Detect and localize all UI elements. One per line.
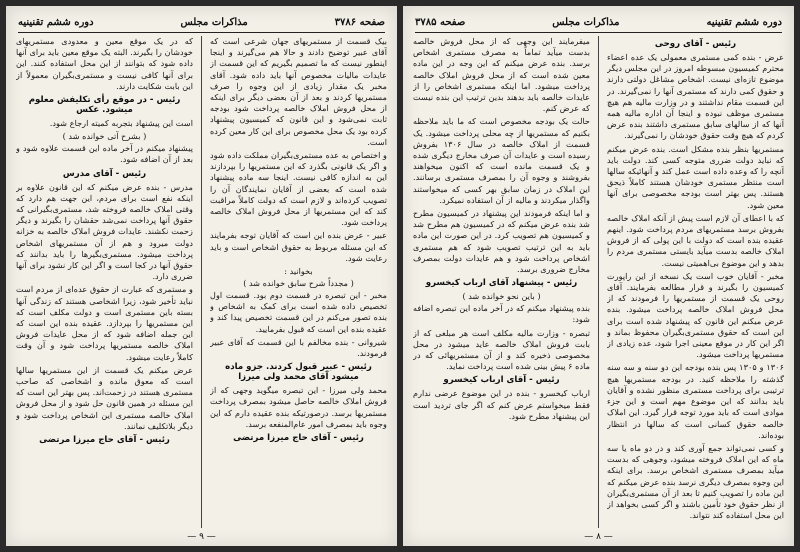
text-paragraph: و مستمری که عبارت از حقوق عده‌ای از مردم است نباید تأخیر شود، زیرا اشخاصی هستند که زندگی آنها بسته باین مستمری است و دولت مکلف است که این مستمریها را بپردازد. عقیده بنده این است که این جمله اضافه شود که از محل عایدات فروش املاک خالصه مستمریها پرداخت شود و آن وقت کاملاً رعایت میشود. (16, 284, 193, 362)
right-page-header (415, 14, 782, 33)
text-paragraph: که با اعطای آن لازم است پیش از آنکه املاک خالصه بفروش برسد مستمریهای مردم پرداخت شود. اینهم عقیده بنده است که دولت با این پولی که از فروش املاک خالصه بدست میآید بایستی مستمری مردم را بدهد و این موضوع بی‌اهمیتی نیست. (607, 212, 784, 268)
left-page-footer-number: — ۹ — (187, 532, 216, 542)
text-paragraph: حالت یک بودجه مخصوص است که ما باید ملاحظه بکنیم که مستمریها از چه محلی پرداخت میشود. یک قسمت از املاک خالصه در سال ۱۳۰۶ بفروش رسیده است و عایدات آن صرف مخارج دیگری شده و یک قسمت مانده است که اکنون میخواهند بفروشند و وجوه آن را بمصرف مستمری برسانند. این املاک در زمان سابق بهر کسی که میخواستند واگذار میکردند و مالیه از آن استفاده نمیکرد. (413, 116, 590, 205)
text-paragraph: شیروانی - بنده مخالفم با این قسمت که آقای عبیر فرمودند. (210, 336, 387, 359)
text-paragraph: و اما اینکه فرمودند این پیشنهاد در کمیسیون مطرح شد بنده عرض میکنم که در کمیسیون هم مطرح شد و کمیسیون هم تصویب کرد. در این صورت این ماده باید به این ترتیب تصویب شود که هم مستمری اشخاص پرداخت شود و هم عایدات دولت بمصرف مخارج ضروری برسد. (413, 208, 590, 275)
text-paragraph: بنده پیشنهاد میکنم که در آخر ماده این تبصره اضافه شود: (413, 303, 590, 325)
left-page-columns (16, 36, 387, 528)
speaker-line: رئیس - آقای حاج میرزا مرتضی (39, 435, 170, 446)
right-page (403, 6, 794, 546)
text-paragraph: مستمریها بنظر بنده مشکل است. بنده عرض میکنم که نباید دولت ضرری متوجه کسی کند. دولت باید آنچه را که وعده داده است عمل کند و آنهائیکه سالها است منتظر مستمری خودشان هستند کاملاً ذیحق هستند. پس بهتر است بودجه مخصوصی برای آنها معین شود. (607, 143, 784, 210)
right-page-session: دوره ششم تقنینیه (706, 16, 782, 28)
text-paragraph: بیک قسمت از مستمریهای جهان شرعی است که آقای عبیر توضیح دادند و حالا هم می‌گیرند و اینجا اینطور نیست که ما تصمیم بگیریم که این قسمت از عایدات مالیات مخصوص آنها باید داده شود. آقای مخبر یک مقدار زیادی از این وجوه را صرف مستمریها کردند و بعد از آن بعضی دیگر برای اینکه از محل فروش املاک خالصه پرداخت شود بودجه ثابت نمی‌شود و این قانون که کمیسیون پیشنهاد کرده بود یک محل مخصوص برای این کار معین کرده است. (210, 36, 387, 147)
speaker-line: رئیس - در موقع رأی تکلیفش معلوم میشود. عکس (28, 95, 181, 116)
column-rule (598, 36, 599, 528)
speaker-line: رئیس - آقای مدرس (62, 168, 147, 179)
text-paragraph: مدرس - بنده عرض میکنم که این قانون علاوه بر اینکه نفع است برای مردم، این جهت هم دارد که وقتی املاک خالصه فروخته شد، مستمری‌بگیرانی که حقوق آنها پرداخت نمی‌شد حقشان را بگیرند و دیگر زحمت نکشند. عایدات فروش املاک خالصه به خزانه دولت میرود و هم از آن مستمریهای اشخاص پرداخت میشود. مستمری‌بگیرها را باید بدانند که حقوق آنها در کجا است و اگر این کار نشود برای آنها ضرری دارد. (16, 181, 193, 282)
text-paragraph: محمد ولی میرزا - این تبصره میگوید وجهی که از فروش املاک خالصه حاصل میشود بمصرف پرداخت مستمریها برسد. درصورتیکه بنده عقیده دارم که این وجوه باید بمصرف امور عام‌المنفعه برسد. (210, 385, 387, 429)
speaker-line: رئیس - پیشنهاد آقای ارباب کیخسرو (425, 278, 578, 289)
left-page-header (18, 14, 385, 33)
right-page-columns (413, 36, 784, 528)
left-page-number: صفحه ۳۷۸۶ (334, 16, 385, 28)
text-paragraph: عبیر - عرض بنده این است که آقایان توجه بفرمایند که این مسئله مربوط به حقوق اشخاص است و باید رعایت شود. (210, 230, 387, 263)
speaker-line: رئیس - آقای روحی (654, 39, 737, 49)
right-page-footer-number: — ۸ — (584, 532, 613, 542)
stage-note: ( باین نحو خوانده شد ) (462, 291, 541, 302)
text-paragraph: عرض میکنم یک قسمت از این مستمریها سالها است که معوق مانده و اشخاصی که صاحب مستمری هستند در زحمت‌اند. پس بهتر این است که این مسئله در همین قانون حل شود و از محل فروش املاک خالصه مستمری این اشخاص پرداخت شود و دیگر بلاتکلیف نمانند. (16, 364, 193, 431)
stage-note: بخوانید : (284, 266, 313, 277)
right-page-number: صفحه ۳۷۸۵ (415, 16, 466, 28)
left-page-title: مذاکرات مجلس (180, 16, 248, 28)
text-paragraph: که در یک موقع معین و معدودی مستمریهای خودشان را بگیرند. البته یک موقع معین باید برای آنها داده شود که بتوانند از این محل استفاده کنند. این برای آنها کافی نیست و مستمری‌بگیران معمولاً از این بابت شکایت دارند. (16, 36, 193, 91)
text-paragraph: ارباب کیخسرو - بنده در این موضوع عرضی ندارم فقط میخواستم عرض کنم که اگر جای تردید است این پیشنهاد مطرح شود. (413, 388, 590, 421)
text-paragraph: مخبر - آقایان خوب است یک نسخه از این راپورت کمیسیون را بگیرند و قرار مطالعه بفرمایند. آقای روحی یک قسمت از مستمریها را فرمودند که از محل فروش املاک خالصه پرداخت میشود. بنده عرض میکنم این قانون که پیشنهاد شده است برای این است که حقوق مستمری‌بگیران محفوظ بماند و اگر این کار در موقع معینی اجرا شود، عده زیادی از مستمریها پرداخت میشود. (607, 270, 784, 360)
left-page-session: دوره ششم تقنینیه (18, 16, 94, 28)
text-paragraph: مخبر - این تبصره در قسمت دوم بود. قسمت اول تخصیص داده شده است برای کمک به اشخاص و بنده تصور می‌کنم در این قسمت تخصیص پیدا کند و عقیده بنده این است که قبول بفرمایید. (210, 290, 387, 334)
text-paragraph: پیشنهاد میکنم در آخر ماده این قسمت علاوه شود و بعد از آن اضافه شود. (16, 143, 193, 165)
stage-note: ( بشرح آتی خوانده شد ) (62, 131, 147, 142)
stage-note: ( مجدداً شرح سابق خوانده شد ) (243, 278, 354, 289)
right-page-col-right (607, 36, 784, 528)
text-paragraph: ۱۳۰۶ و ۱۳۰۵ پس بنده بودجه این دو سنه و سه سنه گذشته را ملاحظه کنید. در بودجه مستمریها هیچ ترتیبی برای پرداخت مستمری منظور نشده و آقایان باید بدانند که این موضوع مهم است و این جزء موادی است که باید مورد توجه قرار گیرد. این املاک خالصه حقوق کسانی است که سالها در انتظار بوده‌اند. (607, 362, 784, 440)
text-paragraph: تبصره - وزارت مالیه مکلف است هر مبلغی که از بابت فروش املاک خالصه عاید میشود در محل مخصوصی ذخیره کند و از آن مستمریهائی که در ماده ۶ پیش بینی شده است پرداخت نماید. (413, 327, 590, 372)
book-spread (6, 6, 794, 546)
speaker-line: رئیس - آقای ارباب کیخسرو (443, 375, 560, 386)
left-page (6, 6, 397, 546)
text-paragraph: عرض - بنده کمی مستمری معمولی یک عده اعضاء محترم کمیسیون مبسوطه امروز در این مجلس دیگر موضوع تازه‌ای نیست. اشخاص مشاغل دولتی دارند و حقوق کمی دارند که مستمری آنها را نمی‌گیرند. در این قسمت مقام نداشتند و در وزارت مالیه هم هیچ مستمری موظف نبوده و اینجا آن اداره مالیه همه آنها که از سالهای سابق مستمری داشتند بنده عرض کردم که هیچ وقت حقوق خودشان را نمی‌گیرند. (607, 52, 784, 141)
speaker-line: رئیس - عبیر قبول کردند. جزو ماده میشود آقای محمد ولی میرزا (225, 362, 372, 383)
text-paragraph: و اختصاص به عده مستمری‌بگیران مملکت داده شود و اگر یک قانونی بگذرد که این مستمریها را بپردازند این به اندازه کافی نیست. اینجا سه ماده پیشنهاد شده است که بعضی از آقایان نمایندگان آن را تصویب کرده‌اند و لازم است که دولت کاملاً مراقبت کند که این مستمریها از محل فروش املاک خالصه پرداخت شود. (210, 150, 387, 228)
speaker-line: رئیس - آقای حاج میرزا مرتضی (233, 433, 364, 444)
text-paragraph: و کسی نمی‌تواند جمع آوری کند و در دو ماه یا سه ماه که این املاک فروخته میشود، وجوهی که بدست میآید بمصرف مستمری اشخاص برسد. برای اینکه این وجوه بمصرف دیگری نرسد بنده عرض میکنم که این ماده را تصویب کنیم تا بعد از آن مستمری‌بگیران از نظر حقوق خود تأمین باشند و اگر کسی بخواهد از این محل استفاده کند نتواند. (607, 442, 784, 521)
column-rule (201, 36, 202, 528)
text-paragraph: است این پیشنهاد بتجربه کمیته ارجاع شود. (49, 118, 193, 129)
text-paragraph: میفرمایند این وجهی که از محل فروش خالصه بدست میآید تماماً به مصرف مستمری اشخاص برسد. بنده عرض میکنم که این وجه در این ماده معین شده است که از محل فروش املاک خالصه پرداخت میشود. اما اینکه مستمری اشخاص را از عایدات خالصه باید بدهند بدین ترتیب این بنده نیست که عرض کنم. (413, 36, 590, 114)
left-page-col-right (210, 36, 387, 528)
right-page-title: مذاکرات مجلس (552, 16, 620, 28)
left-page-col-left (16, 36, 193, 528)
right-page-col-left (413, 36, 590, 528)
